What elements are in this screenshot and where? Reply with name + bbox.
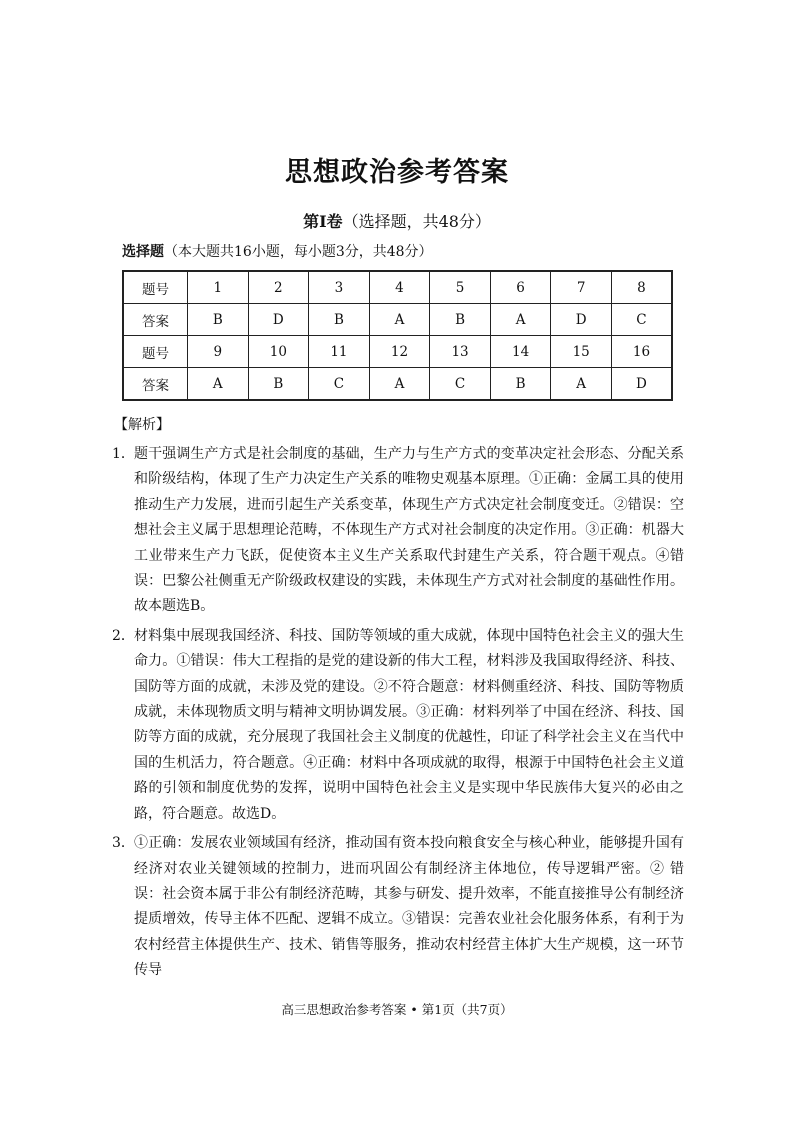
table-cell: A bbox=[551, 368, 612, 401]
table-cell: A bbox=[369, 368, 430, 401]
table-row bbox=[123, 304, 672, 336]
row-header-cell: 答案 bbox=[123, 368, 188, 401]
table-cell: B bbox=[490, 368, 551, 401]
table-cell: D bbox=[248, 304, 309, 336]
intro-label: 选择题 bbox=[122, 244, 164, 260]
question-intro bbox=[122, 241, 433, 261]
table-cell: B bbox=[309, 304, 370, 336]
table-cell: 13 bbox=[430, 336, 491, 368]
table-cell: A bbox=[188, 368, 249, 401]
analysis-item bbox=[112, 831, 684, 983]
table-cell: 6 bbox=[490, 271, 551, 304]
analysis-list bbox=[112, 442, 684, 984]
table-row bbox=[123, 271, 672, 304]
table-cell: C bbox=[611, 304, 672, 336]
item-number: 2． bbox=[112, 627, 135, 644]
section-heading bbox=[0, 209, 794, 232]
item-text: ①正确：发展农业领域国有经济，推动国有资本投向粮食安全与核心种业，能够提升国有经济对农业关键领域的控制力，进而巩固公有制经济主体地位，传导逻辑严密。② 错误：社会资本属于非公有制经济范畴，其参与研发、提升效率，不能直接推导公有制经济提质增效，传导主体不匹配、逻辑不成立。③错误：完善农业社会化服务体系，有利于为农村经营主体提供生产、技术、销售等服务，推动农村经营主体扩大生产规模，这一环节传导 bbox=[134, 835, 684, 979]
table-cell: 16 bbox=[611, 336, 672, 368]
table-cell: D bbox=[551, 304, 612, 336]
analysis-item bbox=[112, 624, 684, 827]
section-note: （选择题，共48分） bbox=[342, 212, 491, 231]
table-cell: 11 bbox=[309, 336, 370, 368]
row-header-cell: 题号 bbox=[123, 336, 188, 368]
section-label: 第Ⅰ卷 bbox=[303, 212, 343, 231]
table-cell: C bbox=[430, 368, 491, 401]
table-cell: 4 bbox=[369, 271, 430, 304]
row-header-cell: 题号 bbox=[123, 271, 188, 304]
intro-note: （本大题共16小题，每小题3分，共48分） bbox=[164, 244, 433, 260]
table-cell: 7 bbox=[551, 271, 612, 304]
table-cell: 1 bbox=[188, 271, 249, 304]
table-row bbox=[123, 336, 672, 368]
table-cell: 12 bbox=[369, 336, 430, 368]
item-number: 3． bbox=[112, 835, 135, 852]
table-cell: 8 bbox=[611, 271, 672, 304]
table-cell: C bbox=[309, 368, 370, 401]
table-cell: B bbox=[188, 304, 249, 336]
analysis-heading: 【解析】 bbox=[114, 417, 170, 433]
table-cell: B bbox=[430, 304, 491, 336]
page-footer: 高三思想政治参考答案 • 第1页（共7页） bbox=[281, 1002, 513, 1017]
table-cell: 14 bbox=[490, 336, 551, 368]
row-header-cell: 答案 bbox=[123, 304, 188, 336]
page-title: 思想政治参考答案 bbox=[285, 157, 509, 188]
item-number: 1． bbox=[112, 446, 135, 462]
table-cell: A bbox=[369, 304, 430, 336]
table-cell: 2 bbox=[248, 271, 309, 304]
analysis-item bbox=[112, 442, 684, 620]
table-cell: 5 bbox=[430, 271, 491, 304]
table-cell: 9 bbox=[188, 336, 249, 368]
answer-table bbox=[122, 270, 673, 401]
table-cell: D bbox=[611, 368, 672, 401]
table-cell: 3 bbox=[309, 271, 370, 304]
item-text: 材料集中展现我国经济、科技、国防等领域的重大成就，体现中国特色社会主义的强大生命力。①错误：伟大工程指的是党的建设新的伟大工程，材料涉及我国取得经济、科技、国防等方面的成就，未涉及党的建设。②不符合题意：材料侧重经济、科技、国防等物质成就，未体现物质文明与精神文明协调发展。③正确：材料列举了中国在经济、科技、国防等方面的成就，充分展现了我国社会主义制度的优越性，印证了科学社会主义在当代中国的生机活力，符合题意。④正确：材料中各项成就的取得，根源于中国特色社会主义道路的引领和制度优势的发挥，说明中国特色社会主义是实现中华民族伟大复兴的必由之路，符合题意。故选D。 bbox=[134, 627, 684, 822]
table-cell: A bbox=[490, 304, 551, 336]
item-text: 题干强调生产方式是社会制度的基础，生产力与生产方式的变革决定社会形态、分配关系和阶级结构，体现了生产力决定生产关系的唯物史观基本原理。①正确：金属工具的使用推动生产力发展，进而引起生产关系变革，体现生产方式决定社会制度变迁。②错误：空想社会主义属于思想理论范畴，不体现生产方式对社会制度的决定作用。③正确：机器大工业带来生产力飞跃，促使资本主义生产关系取代封建生产关系，符合题干观点。④错误：巴黎公社侧重无产阶级政权建设的实践，未体现生产方式对社会制度的基础性作用。故本题选B。 bbox=[134, 446, 684, 615]
table-cell: 10 bbox=[248, 336, 309, 368]
table-cell: 15 bbox=[551, 336, 612, 368]
table-row bbox=[123, 368, 672, 401]
table-cell: B bbox=[248, 368, 309, 401]
